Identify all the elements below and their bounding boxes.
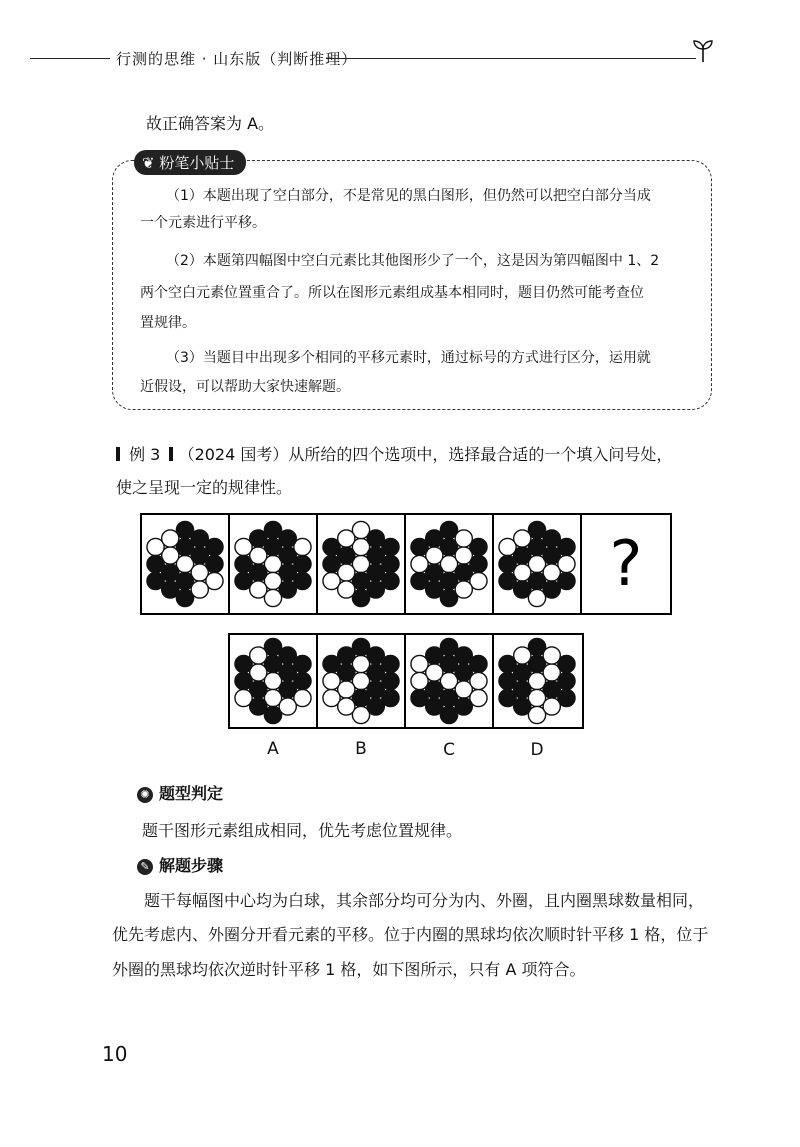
white-ball (338, 530, 355, 547)
white-ball (162, 530, 179, 547)
black-ball (499, 672, 516, 689)
black-ball (382, 672, 399, 689)
white-ball (558, 555, 575, 572)
black-ball (162, 581, 179, 598)
black-ball (338, 647, 355, 664)
section-title-2: 解题步骤 (159, 856, 224, 875)
black-ball (367, 647, 384, 664)
example-label: 例 3 (129, 445, 161, 464)
black-ball (382, 555, 399, 572)
tip-tag-label: 粉笔小贴士 (159, 154, 235, 172)
header-rule-right (326, 58, 696, 59)
black-ball (323, 555, 340, 572)
section2-line: 外圈的黑球均依次逆时针平移 1 格，如下图所示，只有 A 项符合。 (112, 960, 586, 979)
black-ball (191, 530, 208, 547)
tip-line: 两个空白元素位置重合了。所以在图形元素组成基本相同时，题目仍然可能考查位 (140, 285, 644, 301)
section-title-1: 题型判定 (159, 784, 224, 803)
sprout-icon (690, 38, 716, 64)
black-ball (206, 555, 223, 572)
question-mark: ? (609, 527, 643, 600)
black-ball (455, 698, 472, 715)
white-ball (411, 555, 428, 572)
example-heading (116, 442, 672, 465)
white-ball (470, 672, 487, 689)
black-ball (514, 581, 531, 598)
white-ball (455, 530, 472, 547)
section-solution-steps (137, 853, 223, 876)
option-label-c: C (443, 740, 455, 760)
white-ball (338, 698, 355, 715)
option-label-a: A (267, 739, 279, 759)
tip-line: 近假设，可以帮助大家快速解题。 (140, 379, 350, 395)
white-ball (455, 581, 472, 598)
black-ball (147, 555, 164, 572)
black-ball (367, 698, 384, 715)
white-ball (191, 581, 208, 598)
black-ball (294, 555, 311, 572)
section1-text: 题干图形元素组成相同，优先考虑位置规律。 (142, 821, 463, 840)
black-ball (558, 672, 575, 689)
bar-icon (116, 447, 120, 461)
white-ball (338, 581, 355, 598)
black-ball (294, 672, 311, 689)
white-ball (543, 698, 560, 715)
white-ball (323, 672, 340, 689)
black-ball (367, 581, 384, 598)
black-ball (367, 530, 384, 547)
example-text-2: 使之呈现一定的规律性。 (116, 478, 293, 497)
tip-tag (134, 150, 246, 175)
black-ball (279, 581, 296, 598)
sprout-icon: ❦ (142, 154, 160, 172)
black-ball (250, 530, 267, 547)
black-ball (470, 555, 487, 572)
white-ball (514, 530, 531, 547)
black-ball (426, 530, 443, 547)
black-ball (235, 555, 252, 572)
white-ball (543, 647, 560, 664)
black-ball (426, 698, 443, 715)
tip-line: （3）当题目中出现多个相同的平移元素时，通过标号的方式进行区分，运用就 (166, 350, 651, 366)
black-ball (455, 647, 472, 664)
white-ball (250, 581, 267, 598)
bar-icon (169, 447, 173, 461)
white-ball (279, 698, 296, 715)
option-label-b: B (355, 739, 367, 759)
running-header-title: 行测的思维 · 山东版（判断推理） (116, 50, 358, 68)
white-ball (411, 672, 428, 689)
answer-line: 故正确答案为 A。 (146, 114, 275, 133)
black-ball (426, 581, 443, 598)
black-ball (543, 581, 560, 598)
header-rule-left (30, 58, 110, 59)
steps-icon: ✎ (137, 859, 153, 875)
black-ball (235, 672, 252, 689)
black-ball (279, 530, 296, 547)
section-type-judgement (137, 781, 223, 804)
white-ball (514, 647, 531, 664)
black-ball (543, 530, 560, 547)
example-text: （2024 国考）从所给的四个选项中，选择最合适的一个填入问号处， (178, 445, 673, 464)
black-ball (279, 647, 296, 664)
options-figure-row (228, 633, 586, 731)
tip-line: （1）本题出现了空白部分，不是常见的黑白图形，但仍然可以把空白部分当成 (166, 188, 651, 204)
section2-line: 题干每幅图中心均为白球，其余部分均可分为内、外圈，且内圈黑球数量相同， (144, 891, 705, 910)
black-ball (426, 647, 443, 664)
tip-line: 置规律。 (140, 315, 196, 331)
page-number: 10 (102, 1042, 128, 1066)
section2-line: 优先考虑内、外圈分开看元素的平移。位于内圈的黑球均依次顺时针平移 1 格，位于 (112, 925, 709, 944)
tip-line: （2）本题第四幅图中空白元素比其他图形少了一个，这是因为第四幅图中 1、2 (166, 253, 660, 269)
black-ball (250, 698, 267, 715)
black-ball (514, 698, 531, 715)
gear-icon: ✺ (137, 787, 153, 803)
white-ball (250, 647, 267, 664)
black-ball (499, 555, 516, 572)
question-figure-row (140, 513, 674, 617)
tip-line: 一个元素进行平移。 (140, 215, 266, 231)
option-label-d: D (530, 740, 544, 760)
